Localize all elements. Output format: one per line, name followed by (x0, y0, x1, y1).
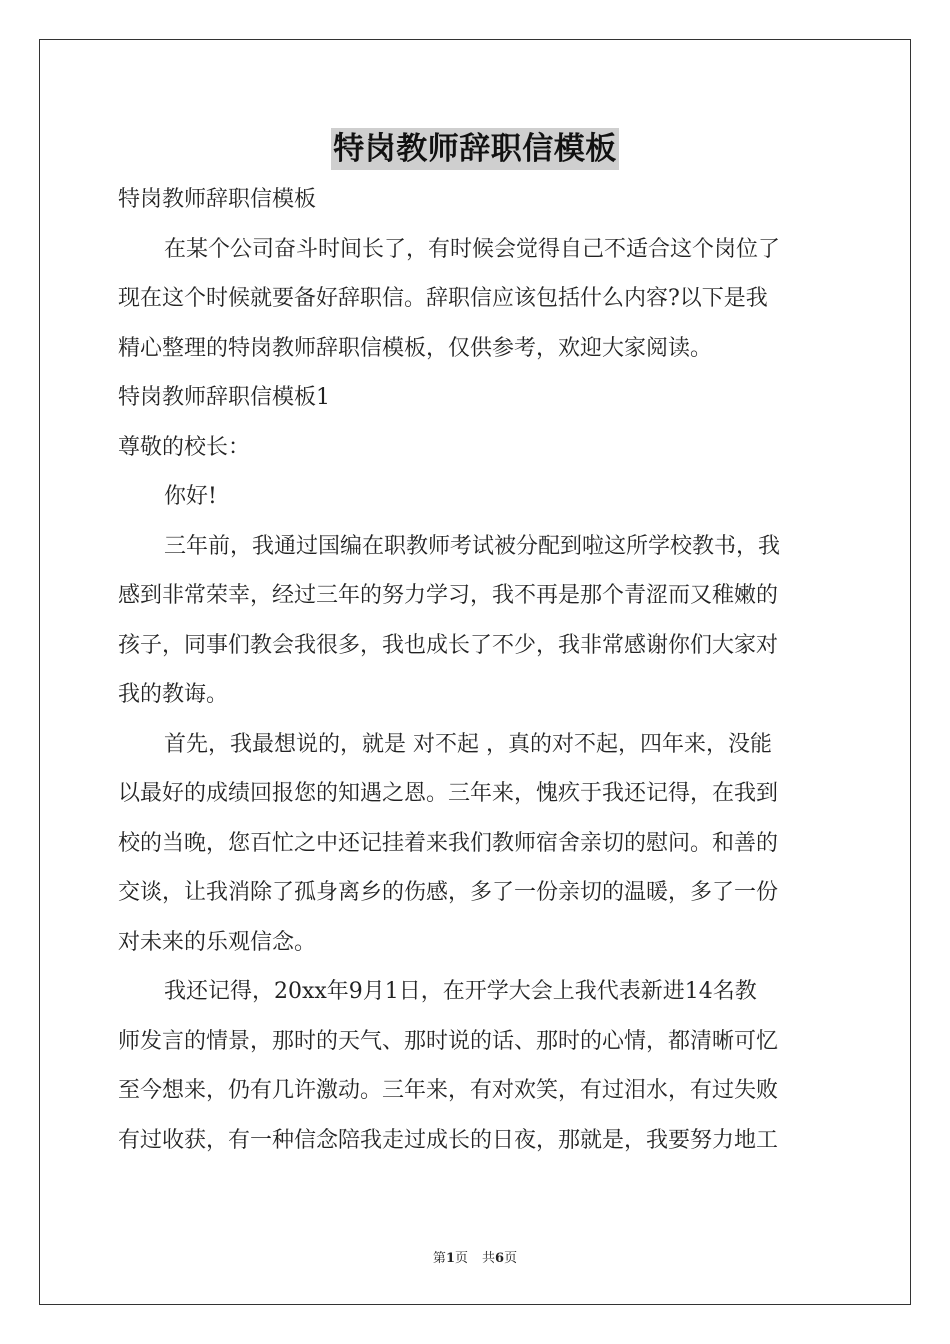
text-line: 有过收获，有一种信念陪我走过成长的日夜，那就是，我要努力地工 (118, 1127, 779, 1153)
text-line: 你好! (164, 484, 217, 509)
page-total: 6 (495, 1251, 505, 1266)
page-footer (0, 1247, 950, 1266)
text-line: 至今想来，仍有几许激动。三年来，有对欢笑，有过泪水，有过失败 (118, 1078, 779, 1103)
text-line: 以最好的成绩回报您的知遇之恩。三年来，愧疚于我还记得，在我到 (118, 781, 779, 806)
text-line: 在某个公司奋斗时间长了，有时候会觉得自己不适合这个岗位了 (164, 236, 781, 262)
text-line: 对未来的乐观信念。 (118, 929, 317, 955)
text-line: 特岗教师辞职信模板 (118, 187, 317, 212)
text-line: 三年前，我通过国编在职教师考试被分配到啦这所学校教书，我 (164, 533, 781, 559)
text-line: 精心整理的特岗教师辞职信模板，仅供参考，欢迎大家阅读。 (118, 335, 713, 361)
text-line: 首先，我最想说的，就是 对不起 ，真的对不起，四年来，没能 (164, 731, 772, 757)
text-line: 校的当晚，您百忙之中还记挂着来我们教师宿舍亲切的慰问。和善的 (118, 830, 779, 856)
total-label-post: 页 (504, 1251, 518, 1266)
text-line: 现在这个时候就要备好辞职信。辞职信应该包括什么内容?以下是我 (118, 286, 768, 311)
text-line: 师发言的情景，那时的天气、那时说的话、那时的心情，都清晰可忆 (118, 1028, 779, 1054)
text-line: 尊敬的校长： (118, 434, 251, 460)
page-current: 1 (445, 1251, 455, 1266)
title-container (0, 128, 950, 170)
text-line: 交谈，让我消除了孤身离乡的伤感，多了一份亲切的温暖，多了一份 (118, 880, 779, 905)
document-title: 特岗教师辞职信模板 (331, 128, 619, 170)
document-body (118, 175, 834, 1165)
text-line: 孩子，同事们教会我很多，我也成长了不少，我非常感谢你们大家对 (118, 632, 779, 658)
text-line: 我的教诲。 (118, 682, 229, 707)
page-label-post: 页 (454, 1251, 468, 1266)
page-label-pre: 第 (432, 1251, 446, 1266)
text-line: 感到非常荣幸，经过三年的努力学习，我不再是那个青涩而又稚嫩的 (118, 583, 779, 608)
total-label-pre: 共 (482, 1251, 496, 1266)
text-line: 特岗教师辞职信模板1 (118, 385, 330, 410)
text-line: 我还记得，20xx年9月1日，在开学大会上我代表新进14名教 (164, 979, 757, 1004)
